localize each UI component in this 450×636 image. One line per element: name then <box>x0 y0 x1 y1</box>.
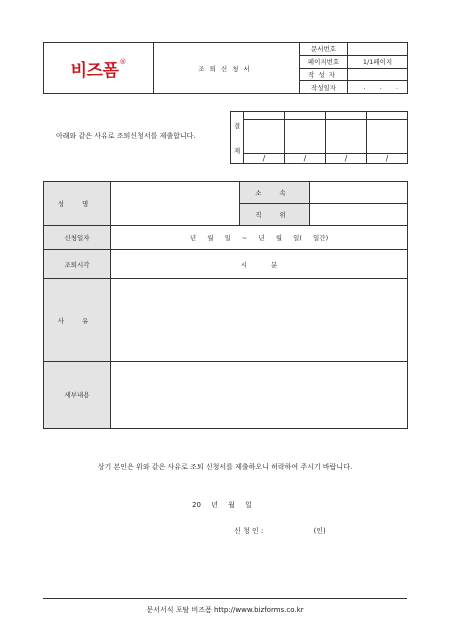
written-date-label: 작성일자 <box>300 81 348 94</box>
page-number-label: 페이지번호 <box>300 55 348 68</box>
leave-time-label: 조퇴시각 <box>44 250 111 279</box>
bizforms-logo <box>71 56 127 81</box>
approval-statement: 아래와 같은 사유로 조퇴신청서를 제출합니다. <box>56 132 196 140</box>
approver-sign-2[interactable] <box>285 120 326 154</box>
footer-text: 문서서식 포탈 비즈폼 http://www.bizforms.co.kr <box>146 606 304 614</box>
approval-side-label <box>231 112 244 164</box>
author-label: 작성자 <box>300 68 348 81</box>
department-field[interactable] <box>310 182 408 204</box>
doc-number-value[interactable] <box>348 43 408 56</box>
position-field[interactable] <box>310 204 408 226</box>
approval-side-label-1: 결 <box>233 121 241 130</box>
position-label: 직 위 <box>240 204 310 226</box>
request-statement: 상기 본인은 위와 같은 사유로 조퇴 신청서를 제출하오니 허락하여 주시기 바랍니다. <box>97 463 353 471</box>
leave-request-form <box>43 181 408 429</box>
date-line[interactable]: 20 년 월 일 <box>192 501 252 509</box>
leave-time-field[interactable]: 시 분 <box>111 250 408 279</box>
page-number-value: 1/1페이지 <box>348 55 408 68</box>
approval-side-label-2: 재 <box>233 146 241 155</box>
detail-field[interactable] <box>111 361 408 428</box>
detail-label: 세부내용 <box>44 361 111 428</box>
header-table <box>43 42 408 94</box>
reason-label: 사 유 <box>44 279 111 361</box>
approval-table <box>230 111 408 164</box>
approver-title-1[interactable] <box>244 112 285 120</box>
reason-field[interactable] <box>111 279 408 361</box>
name-field[interactable] <box>111 182 240 226</box>
registered-mark: ® <box>119 57 127 66</box>
approver-date-3[interactable]: / <box>326 154 367 164</box>
doc-number-label: 문서번호 <box>300 43 348 56</box>
apply-date-field[interactable]: 년 월 일 ~ 년 월 일( 일간) <box>111 226 408 250</box>
approver-sign-4[interactable] <box>367 120 408 154</box>
author-value[interactable] <box>348 68 408 81</box>
logo-text: 비즈폼 <box>70 60 119 81</box>
written-date-value[interactable]: . . . <box>348 81 408 94</box>
approver-date-4[interactable]: / <box>367 154 408 164</box>
approver-title-4[interactable] <box>367 112 408 120</box>
logo-cell <box>44 43 154 94</box>
approver-date-1[interactable]: / <box>244 154 285 164</box>
apply-date-label: 신청일자 <box>44 226 111 250</box>
applicant-line <box>234 526 326 536</box>
approver-title-2[interactable] <box>285 112 326 120</box>
name-label: 성 명 <box>44 182 111 226</box>
document-title: 조퇴신청서 <box>154 43 300 94</box>
applicant-seal[interactable]: (인) <box>313 527 326 535</box>
footer-divider <box>43 598 407 599</box>
approver-title-3[interactable] <box>326 112 367 120</box>
department-label: 소 속 <box>240 182 310 204</box>
approver-date-2[interactable]: / <box>285 154 326 164</box>
applicant-label: 신 청 인 : <box>234 527 264 535</box>
approver-sign-1[interactable] <box>244 120 285 154</box>
approver-sign-3[interactable] <box>326 120 367 154</box>
